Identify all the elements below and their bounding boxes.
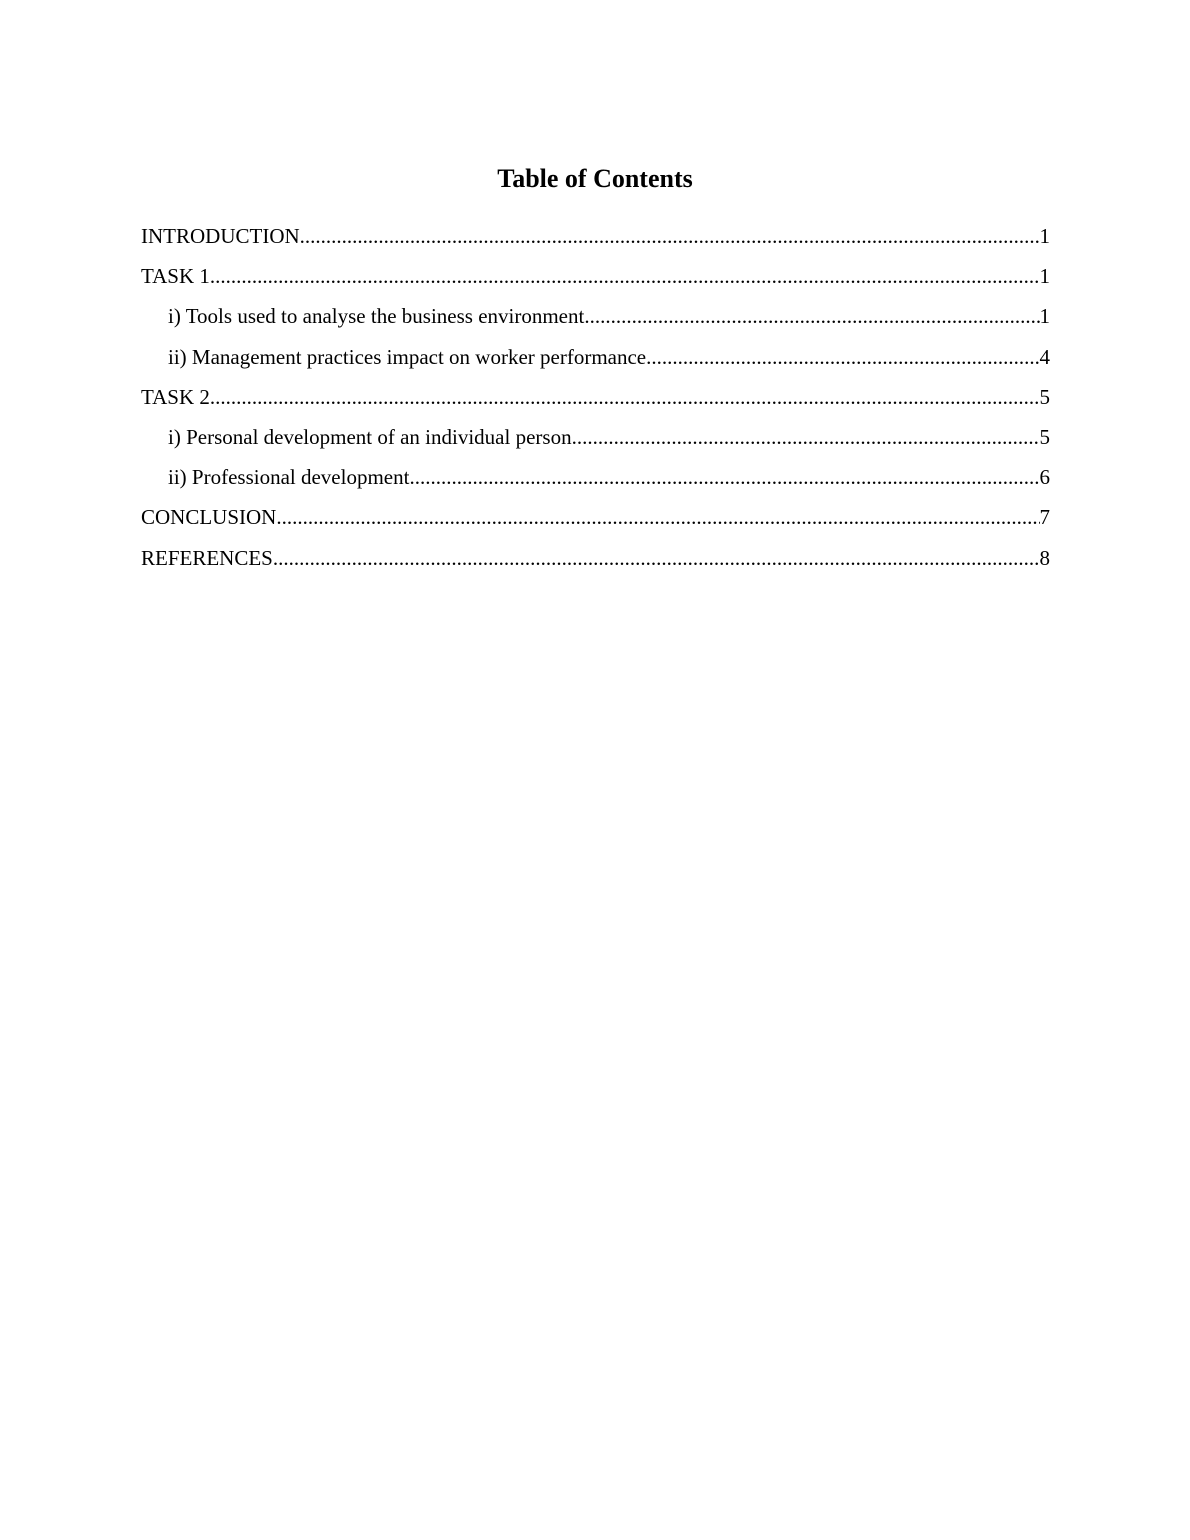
toc-entry-personal-development[interactable] [141,420,1050,460]
toc-dot-leader [409,460,1039,494]
toc-entry-label: CONCLUSION [141,505,277,530]
toc-entry-management-practices[interactable] [141,340,1050,380]
toc-entry-label: TASK 2 [141,384,210,409]
toc-entry-label: ii) Professional development [168,465,410,490]
toc-page-number: 5 [1039,424,1050,449]
toc-page-number: 5 [1039,384,1050,409]
toc-entry-conclusion[interactable] [141,500,1050,540]
toc-list [141,219,1050,581]
toc-dot-leader [646,340,1039,374]
toc-dot-leader [273,541,1040,575]
toc-entry-task-1[interactable] [141,259,1050,299]
toc-dot-leader [584,299,1039,333]
toc-entry-label: ii) Management practices impact on worker performance [168,344,647,369]
toc-entry-label: i) Personal development of an individual person [168,424,572,449]
toc-page-number: 7 [1039,505,1050,530]
toc-page-number: 1 [1039,264,1050,289]
toc-dot-leader [276,500,1039,534]
toc-entry-label: i) Tools used to analyse the business environment [168,304,585,329]
toc-entry-task-2[interactable] [141,380,1050,420]
toc-dot-leader [572,420,1040,454]
toc-page-number: 6 [1039,465,1050,490]
toc-page-number: 1 [1039,224,1050,248]
toc-entry-label: INTRODUCTION [141,224,300,248]
toc-page-number: 4 [1039,344,1050,369]
toc-page-number: 1 [1039,304,1050,329]
toc-entry-professional-development[interactable] [141,460,1050,500]
toc-dot-leader [210,380,1040,414]
toc-entry-references[interactable] [141,541,1050,581]
toc-entry-introduction[interactable] [141,219,1050,259]
toc-dot-leader [210,259,1040,293]
toc-dot-leader [300,219,1040,253]
toc-entry-tools-business-environment[interactable] [141,299,1050,339]
toc-page-number: 8 [1039,545,1050,570]
toc-entry-label: TASK 1 [141,264,210,289]
toc-entry-label: REFERENCES [141,545,273,570]
toc-title: Table of Contents [497,164,693,193]
